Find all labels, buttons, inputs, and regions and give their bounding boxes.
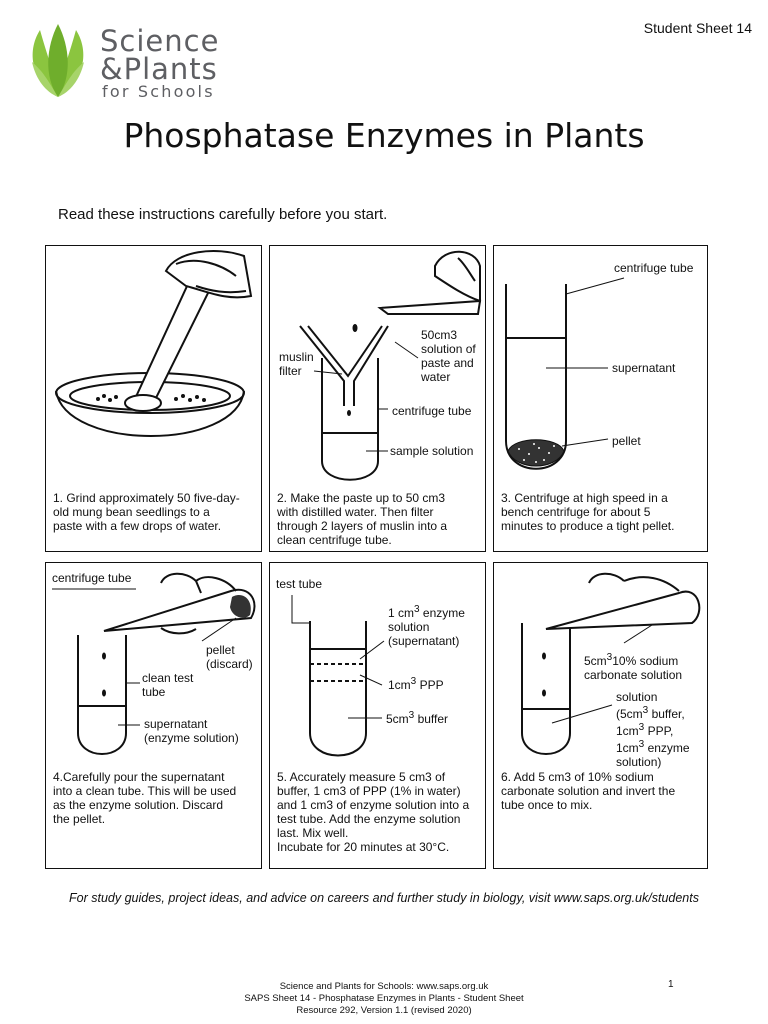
page-footer [0,981,768,1017]
logo-text-plants: &Plants [100,52,218,86]
superscript-3: 3 [638,739,645,750]
caption-line: 3. Centrifuge at high speed in a [501,491,668,505]
label-5cm: 5cm [386,712,409,726]
label-5cm: 5cm [584,654,607,668]
label-ppp: PPP [419,678,444,692]
label-pellet: pellet [612,434,641,448]
label-centrifuge-tube: centrifuge tube [614,261,694,275]
step-2-caption [277,491,481,547]
intro-text: Read these instructions carefully before you start. [58,206,388,223]
label-sample-solution: sample solution [390,444,474,458]
leaf-logo-icon [22,22,94,102]
label-carbonate-solution: carbonate solution [584,668,683,682]
footer-line: SAPS Sheet 14 - Phosphatase Enzymes in Plants - Student Sheet [244,993,524,1004]
caption-line: 6. Add 5 cm3 of 10% sodium [501,770,654,784]
step-5-caption [277,770,481,854]
step-4-panel [45,562,262,869]
superscript-3: 3 [606,652,613,663]
label-1cm: 1cm [388,678,411,692]
step-1-panel [45,245,262,552]
label-tube: tube [142,685,166,699]
label-enzyme-solution: (enzyme solution) [144,731,239,745]
superscript-3: 3 [410,676,417,687]
label-solution: solution [388,620,430,634]
caption-line: carbonate solution and invert the [501,784,676,798]
label-buffer: buffer [417,712,449,726]
label-supernatant: supernatant [612,361,676,375]
caption-line: last. Mix well. [277,826,349,840]
logo-text-for-schools: for Schools [102,82,215,101]
caption-line: into a clean tube. This will be used [53,784,237,798]
caption-line: and 1 cm3 of enzyme solution into a [277,798,470,812]
label-pellet: pellet [206,643,235,657]
label-buffer: buffer, [651,707,685,721]
label-5cm: (5cm [616,707,643,721]
label-1cm: 1cm [616,741,639,755]
label-solution: solution [616,690,658,704]
step-2-panel [269,245,486,552]
step-3-panel [493,245,708,552]
caption-line: with distilled water. Then filter [277,505,434,519]
caption-line: 1. Grind approximately 50 five-day- [53,491,240,505]
caption-line: tube once to mix. [501,798,593,812]
label-centrifuge-tube: centrifuge tube [392,404,472,418]
sheet-label: Student Sheet 14 [643,20,752,36]
label-10-percent-sodium: 10% sodium [612,654,679,668]
caption-line: bench centrifuge for about 5 [501,505,651,519]
caption-line: clean centrifuge tube. [277,533,392,547]
label-discard: (discard) [206,657,253,671]
footer-line: Science and Plants for Schools: www.saps.org.uk [279,981,489,992]
label-solution-of: solution of [421,342,476,356]
label-muslin: muslin [279,350,314,364]
label-paste-and: paste and [421,356,474,370]
step-4-caption [53,770,257,826]
footer-note: For study guides, project ideas, and advice on careers and further study in biology, visit www.saps.org.uk/students [69,891,699,905]
caption-line: 4.Carefully pour the supernatant [53,770,225,784]
superscript-3: 3 [414,604,420,615]
step-3-caption [501,491,703,533]
caption-line: the pellet. [53,812,106,826]
saps-logo [22,22,242,102]
step-5-panel [269,562,486,869]
label-centrifuge-tube: centrifuge tube [52,571,132,585]
caption-line: minutes to produce a tight pellet. [501,519,675,533]
footer-line: Resource 292, Version 1.1 (revised 2020) [296,1005,472,1016]
step-6-caption [501,770,703,812]
label-test-tube: test tube [276,577,323,591]
step-1-caption [53,491,257,533]
caption-line: paste with a few drops of water. [53,519,222,533]
superscript-3: 3 [638,722,645,733]
caption-line: 2. Make the paste up to 50 cm3 [277,491,446,505]
page-number: 1 [668,979,674,990]
caption-line: Incubate for 20 minutes at 30°C. [277,840,450,854]
logo-text-science: Science [100,24,220,58]
label-enzyme: enzyme [422,606,465,620]
label-enzyme: enzyme [647,741,690,755]
caption-line: test tube. Add the enzyme solution [277,812,461,826]
caption-line: buffer, 1 cm3 of PPP (1% in water) [277,784,461,798]
superscript-3: 3 [408,710,415,721]
superscript-3: 3 [642,705,649,716]
label-water: water [421,370,451,384]
caption-line: as the enzyme solution. Discard [53,798,224,812]
label-solution-close: solution) [616,755,662,769]
label-clean-test: clean test [142,671,194,685]
page-title: Phosphatase Enzymes in Plants [123,116,645,155]
label-50cm3: 50cm3 [421,328,458,342]
label-1cm: 1 cm [388,606,415,620]
label-supernatant: supernatant [144,717,208,731]
label-filter: filter [279,364,302,378]
label-supernatant: (supernatant) [388,634,460,648]
step-6-panel [493,562,708,869]
label-1cm: 1cm [616,724,639,738]
label-ppp: PPP, [647,724,674,738]
caption-line: 5. Accurately measure 5 cm3 of [277,770,446,784]
caption-line: through 2 layers of muslin into a [277,519,448,533]
caption-line: old mung bean seedlings to a [53,505,210,519]
